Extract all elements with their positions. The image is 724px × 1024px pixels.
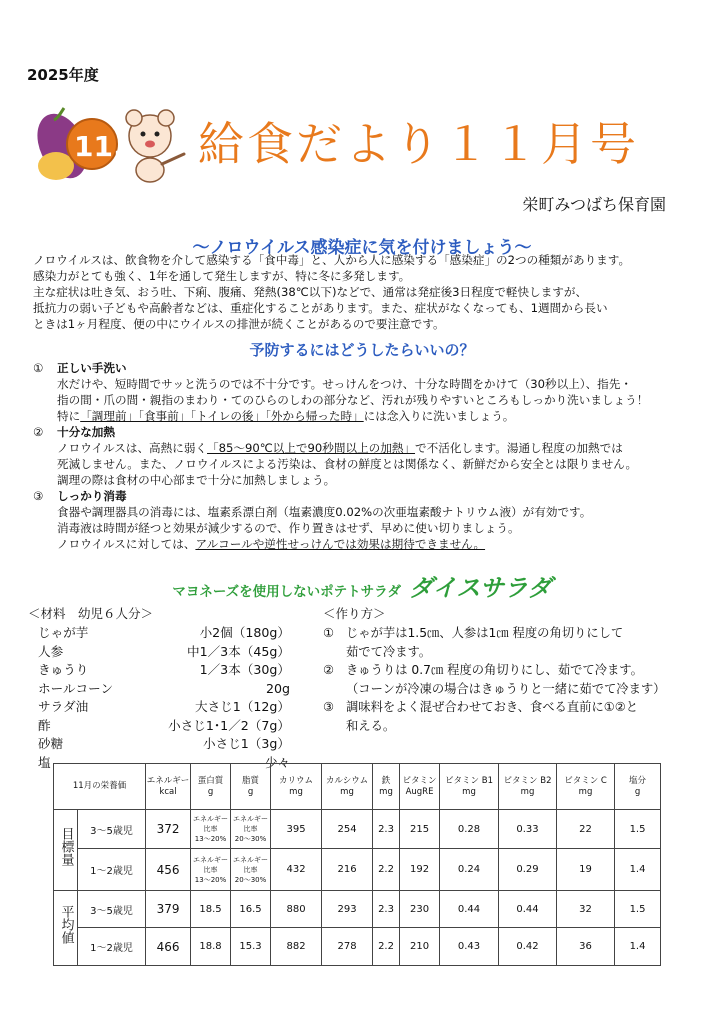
header-iron	[373, 764, 400, 810]
ratio-range: 13～20%	[194, 835, 227, 843]
fat-cell: 16.5	[231, 891, 271, 928]
emphasis-text: 「85～90℃以上で90秒間以上の加熱」	[207, 441, 416, 455]
header-unit: g	[207, 786, 214, 797]
intro-line: 感染力がとても強く、1年を通して発生しますが、特に冬に多発します。	[33, 269, 411, 283]
item-heading: 十分な加熱	[57, 425, 115, 439]
item-heading: しっかり消毒	[57, 489, 127, 503]
age-cell: 3～5歳児	[78, 810, 146, 849]
emphasis-text: アルコールや逆性せっけんでは効果は期待できません。	[195, 537, 486, 551]
ratio-word: 比率	[203, 825, 218, 833]
vitamin-c-cell: 19	[557, 849, 615, 891]
header-label: 蛋白質	[197, 775, 224, 786]
vitamin-a-cell: 215	[400, 810, 440, 849]
table-header-row	[54, 764, 661, 810]
step-text: じゃが芋は1.5㎝、人参は1㎝ 程度の角切りにして	[346, 626, 624, 640]
ingredient-amount: 少々	[264, 754, 290, 770]
header-unit: g	[634, 786, 641, 797]
step-number: ③	[323, 700, 335, 714]
header-unit: mg	[289, 786, 303, 797]
ingredient-name: じゃが芋	[38, 625, 89, 640]
header-vitamin-c	[557, 764, 615, 810]
header-salt	[615, 764, 661, 810]
header-energy	[146, 764, 191, 810]
step-text: 和える。	[346, 718, 396, 733]
intro-line: 抵抗力の弱い子どもや高齢者などは、重症化することがあります。また、症状がなくなっても、1週間から長い	[33, 301, 608, 315]
ingredient-amount: 小2個（180g）	[199, 625, 290, 640]
method-heading: ＜作り方＞	[323, 606, 386, 621]
method-step	[323, 661, 683, 698]
recipe-title	[0, 568, 724, 603]
vitamin-c-cell: 32	[557, 891, 615, 928]
emphasis-text: 「調理前」「食事前」「トイレの後」「外から帰った時」	[80, 409, 364, 423]
step-number: ①	[323, 626, 335, 640]
ingredient-amount: 小さじ1･1／2（7g）	[168, 717, 290, 733]
iron-cell: 2.2	[373, 928, 400, 966]
calcium-cell: 278	[322, 928, 373, 966]
calcium-cell: 254	[322, 810, 373, 849]
ingredient-row	[38, 624, 290, 643]
header-potassium	[271, 764, 322, 810]
ingredient-row	[38, 661, 290, 680]
prevention-list	[33, 360, 703, 552]
step-text: きゅうりは 0.7㎝ 程度の角切りにし、茹でて冷ます。	[346, 663, 643, 677]
ingredient-name: 酢	[38, 717, 51, 733]
prevention-item-handwashing	[33, 360, 703, 424]
ingredient-amount: 1／3本（30g）	[199, 662, 290, 677]
protein-cell: 18.8	[191, 928, 231, 966]
item-text: 死滅しません。また、ノロウイルスによる汚染は、食材の鮮度とは関係なく、新鮮だから安全とは限りません。	[57, 457, 638, 471]
ratio-label: エネルギー	[233, 855, 269, 864]
fat-cell: 15.3	[231, 928, 271, 966]
group-label-target	[54, 810, 78, 891]
header-label: ビタミン B1	[445, 775, 493, 786]
prevention-heading: 予防するにはどうしたらいいの？	[249, 341, 475, 359]
ingredient-row	[38, 680, 290, 699]
ratio-range: 13～20%	[194, 875, 227, 884]
header-label: ビタミン C	[564, 775, 607, 786]
method-step	[323, 624, 683, 661]
header-vitamin-b2	[499, 764, 557, 810]
text-fragment: ノロウイルスは、高熱に弱く	[57, 441, 208, 455]
header-unit: mg	[340, 786, 354, 797]
ingredient-name: サラダ油	[38, 699, 89, 714]
ratio-word: 比率	[203, 865, 218, 874]
ingredient-amount: 中1／3本（45g）	[186, 643, 290, 659]
vitamin-c-cell: 22	[557, 810, 615, 849]
vitamin-b2-cell: 0.29	[499, 849, 557, 891]
potassium-cell: 880	[271, 891, 322, 928]
item-text: 消毒液は時間が経つと効果が減少するので、作り置きはせず、早めに使い切りましょう。	[57, 521, 520, 535]
vitamin-b2-cell: 0.42	[499, 928, 557, 966]
prevention-item-heating	[33, 424, 703, 488]
vitamin-b1-cell: 0.44	[440, 891, 499, 928]
header-unit: mg	[462, 786, 476, 797]
protein-ratio-cell	[191, 849, 231, 891]
item-number: ②	[33, 425, 44, 439]
group-label-text: 平均値	[58, 904, 74, 944]
ingredient-amount: 20g	[265, 680, 290, 696]
item-number: ③	[33, 489, 44, 503]
vitamin-a-cell: 192	[400, 849, 440, 891]
table-caption: 11月の栄養価	[54, 764, 146, 810]
norovirus-intro	[33, 252, 693, 332]
calcium-cell: 216	[322, 849, 373, 891]
ratio-range: 20～30%	[234, 875, 267, 884]
header-label: 脂質	[242, 775, 260, 786]
salt-cell: 1.4	[615, 849, 661, 891]
age-cell: 1～2歳児	[78, 849, 146, 891]
energy-cell: 456	[146, 849, 191, 891]
header-label: カルシウム	[325, 775, 369, 786]
norovirus-heading: ～ノロウイルス感染症に気を付けましょう～	[192, 238, 532, 258]
age-cell: 1～2歳児	[78, 928, 146, 966]
iron-cell: 2.3	[373, 891, 400, 928]
table-row	[54, 849, 661, 891]
header-label: ビタミン B2	[503, 775, 552, 786]
ingredient-row	[38, 735, 290, 754]
header-unit: kcal	[159, 786, 177, 797]
ratio-range: 20～30%	[234, 835, 267, 843]
prevention-item-disinfection	[33, 488, 703, 552]
ratio-word: 比率	[243, 865, 258, 874]
text-fragment: で不活化します。湯通し程度の加熱では	[415, 441, 623, 455]
iron-cell: 2.2	[373, 849, 400, 891]
header-unit: mg	[520, 786, 535, 797]
ratio-label: エネルギー	[193, 855, 229, 864]
vitamin-b2-cell: 0.33	[499, 810, 557, 849]
ingredient-amount: 大さじ1（12g）	[194, 699, 290, 714]
recipe-subtitle: マヨネーズを使用しないポテトサラダ	[172, 584, 402, 600]
header-unit: mg	[578, 786, 593, 797]
header-unit: mg	[379, 786, 393, 797]
protein-cell: 18.5	[191, 891, 231, 928]
age-cell: 3～5歳児	[78, 891, 146, 928]
ingredient-name: きゅうり	[38, 662, 89, 677]
method-step	[323, 698, 683, 735]
header-unit: g	[247, 786, 254, 797]
item-text	[33, 440, 703, 456]
item-heading: 正しい手洗い	[57, 361, 127, 375]
ingredient-row	[38, 717, 290, 736]
step-text: （コーンが冷凍の場合はきゅうりと一緒に茹でて冷ます）	[346, 681, 666, 696]
iron-cell: 2.3	[373, 810, 400, 849]
header-unit: AugRE	[405, 786, 434, 797]
ratio-label: エネルギー	[233, 815, 269, 823]
header-vitamin-b1	[440, 764, 499, 810]
ingredient-name: ホールコーン	[38, 680, 114, 696]
fat-ratio-cell	[231, 849, 271, 891]
vitamin-b1-cell: 0.28	[440, 810, 499, 849]
item-number: ①	[33, 361, 44, 375]
nursery-name: 栄町みつばち保育園	[522, 195, 666, 214]
recipe-name: ダイスサラダ	[409, 574, 552, 602]
intro-line: ときは1ヶ月程度、便の中にウイルスの排泄が続くことがあるので要注意です。	[33, 317, 445, 331]
table-row	[54, 891, 661, 928]
ingredients-heading: ＜材料 幼児６人分＞	[28, 606, 154, 621]
method-steps	[323, 624, 683, 735]
potassium-cell: 432	[271, 849, 322, 891]
header-fat	[231, 764, 271, 810]
ingredients-list	[38, 624, 290, 772]
sweet-potato-bear-illustration	[34, 104, 194, 184]
header-label: ビタミン	[402, 775, 437, 786]
calcium-cell: 293	[322, 891, 373, 928]
energy-cell: 372	[146, 810, 191, 849]
step-number: ②	[323, 663, 335, 677]
vitamin-b1-cell: 0.43	[440, 928, 499, 966]
fat-ratio-cell	[231, 810, 271, 849]
intro-line: ノロウイルスは、飲食物を介して感染する「食中毒」と、人から人に感染する「感染症」の2つの種類があります。	[33, 253, 631, 267]
energy-cell: 379	[146, 891, 191, 928]
item-text	[33, 536, 703, 552]
vitamin-c-cell: 36	[557, 928, 615, 966]
text-fragment: ノロウイルスに対しては、	[57, 537, 196, 551]
item-text: 食器や調理器具の消毒には、塩素系漂白剤（塩素濃度0.02%の次亜塩素酸ナトリウム液）が有効です。	[57, 505, 592, 519]
text-fragment: 特に	[57, 409, 81, 423]
step-text: 調味料をよく混ぜ合わせておき、食べる直前に①②と	[346, 700, 639, 714]
salt-cell: 1.5	[615, 891, 661, 928]
item-text: 水だけや、短時間でサッと洗うのでは不十分です。せっけんをつけ、十分な時間をかけて（30秒以上）、指先・	[57, 377, 632, 391]
vitamin-a-cell: 230	[400, 891, 440, 928]
group-label-average	[54, 891, 78, 966]
ingredient-name: 砂糖	[38, 736, 64, 751]
header-protein	[191, 764, 231, 810]
header-calcium	[322, 764, 373, 810]
step-text: 茹でて冷ます。	[346, 644, 432, 659]
vitamin-b2-cell: 0.44	[499, 891, 557, 928]
energy-cell: 466	[146, 928, 191, 966]
fiscal-year: 2025年度	[27, 66, 99, 84]
item-text: 指の間・爪の間・親指のまわり・てのひらのしわの部分など、汚れが残りやすいところもしっかり洗いましょう！	[57, 393, 649, 407]
header-label: エネルギー	[146, 775, 190, 786]
ingredient-amount: 小さじ1（3g）	[203, 736, 290, 751]
potassium-cell: 882	[271, 928, 322, 966]
header-label: 鉄	[381, 775, 391, 786]
ingredient-name: 人参	[38, 643, 64, 659]
newsletter-title: 給食だより１１月号	[198, 117, 639, 171]
ratio-word: 比率	[243, 825, 258, 833]
month-number-11: 11.	[74, 130, 124, 163]
ratio-label: エネルギー	[193, 815, 229, 823]
vitamin-a-cell: 210	[400, 928, 440, 966]
salt-cell: 1.5	[615, 810, 661, 849]
header-vitamin-a	[400, 764, 440, 810]
table-row	[54, 810, 661, 849]
intro-line: 主な症状は吐き気、おう吐、下痢、腹痛、発熱(38℃以下)などで、通常は発症後3日程度で軽快しますが、	[33, 285, 588, 299]
ingredient-row	[38, 643, 290, 662]
potassium-cell: 395	[271, 810, 322, 849]
salt-cell: 1.4	[615, 928, 661, 966]
table-row	[54, 928, 661, 966]
nutrition-table	[53, 763, 661, 966]
header-label: 塩分	[629, 775, 647, 786]
item-text: 調理の際は食材の中心部まで十分に加熱しましょう。	[57, 473, 336, 487]
item-text	[33, 408, 703, 424]
header-label: カリウム	[279, 775, 313, 786]
ingredient-row	[38, 698, 290, 717]
protein-ratio-cell	[191, 810, 231, 849]
text-fragment: には念入りに洗いましょう。	[363, 409, 515, 423]
ingredient-name: 塩	[38, 754, 51, 770]
vitamin-b1-cell: 0.24	[440, 849, 499, 891]
group-label-text: 目標量	[58, 826, 74, 866]
